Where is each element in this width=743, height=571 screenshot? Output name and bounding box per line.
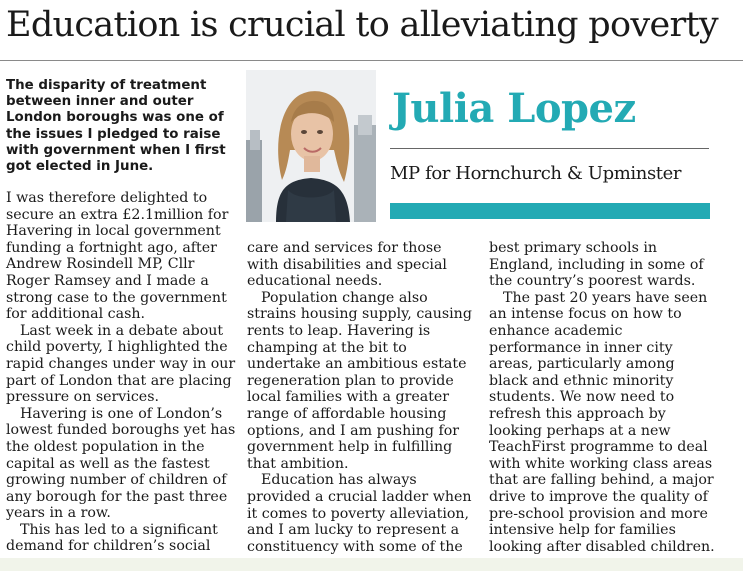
- headline-divider: [0, 60, 743, 61]
- article-column-2: [247, 240, 472, 555]
- article-column-1: [6, 190, 242, 555]
- paragraph: Education has always provided a crucial ladder when it comes to poverty alleviation, and I am lucky to represent a constituency with some of the: [247, 472, 472, 555]
- author-divider: [390, 148, 709, 149]
- paragraph: This has led to a significant demand for children’s social: [6, 521, 218, 555]
- lead-paragraph: The disparity of treatment between inner and outer London boroughs was one of the issues I pledged to raise with government when I first got elected in June.: [6, 78, 226, 175]
- article-column-3: [489, 240, 715, 555]
- paragraph: The past 20 years have seen an intense focus on how to enhance academic performance in inner city areas, particularly among black and ethnic minority students. We now need to refresh this approach by looking perhaps at a new TeachFirst programme to deal with white working class areas that are falling behind, a major drive to improve the quality of pre-school provision and more intensive help for families looking after disabled children.: [489, 289, 715, 555]
- page-footer-band: [0, 558, 743, 571]
- author-role: MP for Hornchurch & Upminster: [390, 163, 682, 184]
- author-photo: [246, 70, 376, 222]
- accent-bar: [390, 203, 710, 219]
- paragraph: best primary schools in England, including in some of the country’s poorest wards.: [489, 240, 704, 290]
- paragraph: Havering is one of London’s lowest funded boroughs yet has the oldest population in the capital as well as the fastest growing number of children of any borough for the past three years in a row.: [6, 405, 236, 522]
- paragraph: Population change also strains housing supply, causing rents to leap. Havering is champing at the bit to undertake an ambitious estate regeneration plan to provide local families with a greater range of affordable housing options, and I am pushing for government help in fulfilling that ambition.: [247, 289, 472, 472]
- paragraph: Last week in a debate about child poverty, I highlighted the rapid changes under way in our part of London that are placing pressure on services.: [6, 322, 236, 406]
- paragraph: I was therefore delighted to secure an extra £2.1million for Havering in local government funding a fortnight ago, after Andrew Rosindell MP, Cllr Roger Ramsey and I made a strong case to the government for additional cash.: [6, 190, 229, 323]
- headline: Education is crucial to alleviating poverty: [6, 5, 718, 45]
- author-name: Julia Lopez: [392, 85, 636, 132]
- paragraph: care and services for those with disabilities and special educational needs.: [247, 240, 447, 290]
